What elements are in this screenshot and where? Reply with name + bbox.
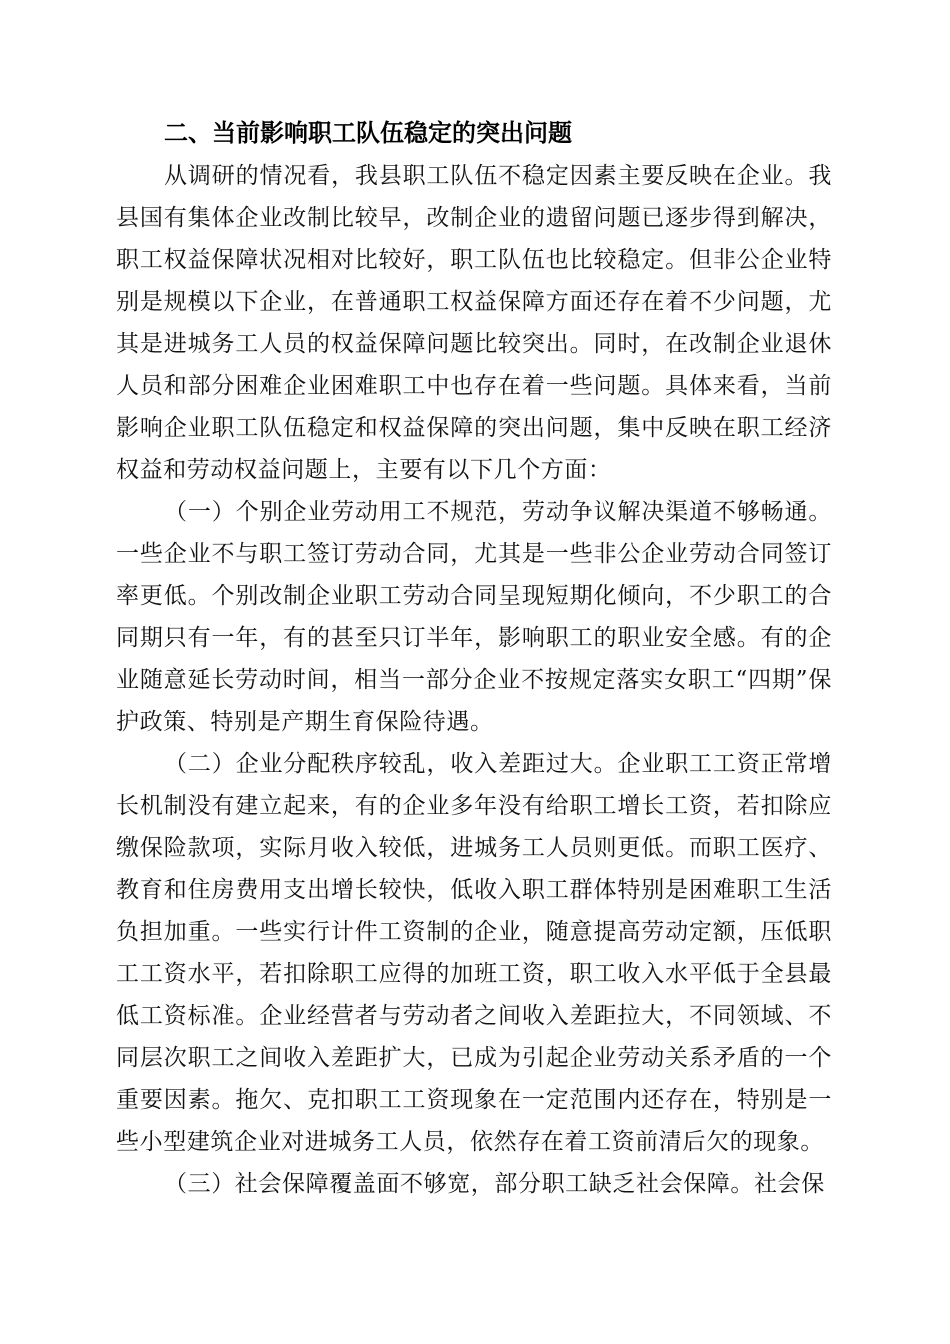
paragraph-item-3: （三）社会保障覆盖面不够宽，部分职工缺乏社会保障。社会保	[164, 1171, 825, 1197]
paragraph-overview: 从调研的情况看，我县职工队伍不稳定因素主要反映在企业。我县国有集体企业改制比较早，改制企业的遗留问题已逐步得到解决，职工权益保障状况相对比较好，职工队伍也比较稳定。但非公企业特别是规模以下企业，在普通职工权益保障方面还存在着不少问题，尤其是进城务工人员的权益保障问题比较突出。同时，在改制企业退休人员和部分困难企业困难职工中也存在着一些问题。具体来看，当前影响企业职工队伍稳定和权益保障的突出问题，集中反映在职工经济权益和劳动权益问题上，主要有以下几个方面：	[116, 163, 832, 483]
paragraph-item-2: （二）企业分配秩序较乱，收入差距过大。企业职工工资正常增长机制没有建立起来，有的企业多年没有给职工增长工资，若扣除应缴保险款项，实际月收入较低，进城务工人员则更低。而职工医疗、教育和住房费用支出增长较快，低收入职工群体特别是困难职工生活负担加重。一些实行计件工资制的企业，随意提高劳动定额，压低职工工资水平，若扣除职工应得的加班工资，职工收入水平低于全县最低工资标准。企业经营者与劳动者之间收入差距拉大，不同领域、不同层次职工之间收入差距扩大，已成为引起企业劳动关系矛盾的一个重要因素。拖欠、克扣职工工资现象在一定范围内还存在，特别是一些小型建筑企业对进城务工人员，依然存在着工资前清后欠的现象。	[116, 751, 832, 1155]
document-body	[116, 111, 832, 1205]
paragraph-item-1: （一）个别企业劳动用工不规范，劳动争议解决渠道不够畅通。一些企业不与职工签订劳动合同，尤其是一些非公企业劳动合同签订率更低。个别改制企业职工劳动合同呈现短期化倾向，不少职工的合同期只有一年，有的甚至只订半年，影响职工的职业安全感。有的企业随意延长劳动时间，相当一部分企业不按规定落实女职工“四期”保护政策、特别是产期生育保险待遇。	[116, 499, 832, 735]
section-heading: 二、当前影响职工队伍稳定的突出问题	[164, 118, 572, 147]
